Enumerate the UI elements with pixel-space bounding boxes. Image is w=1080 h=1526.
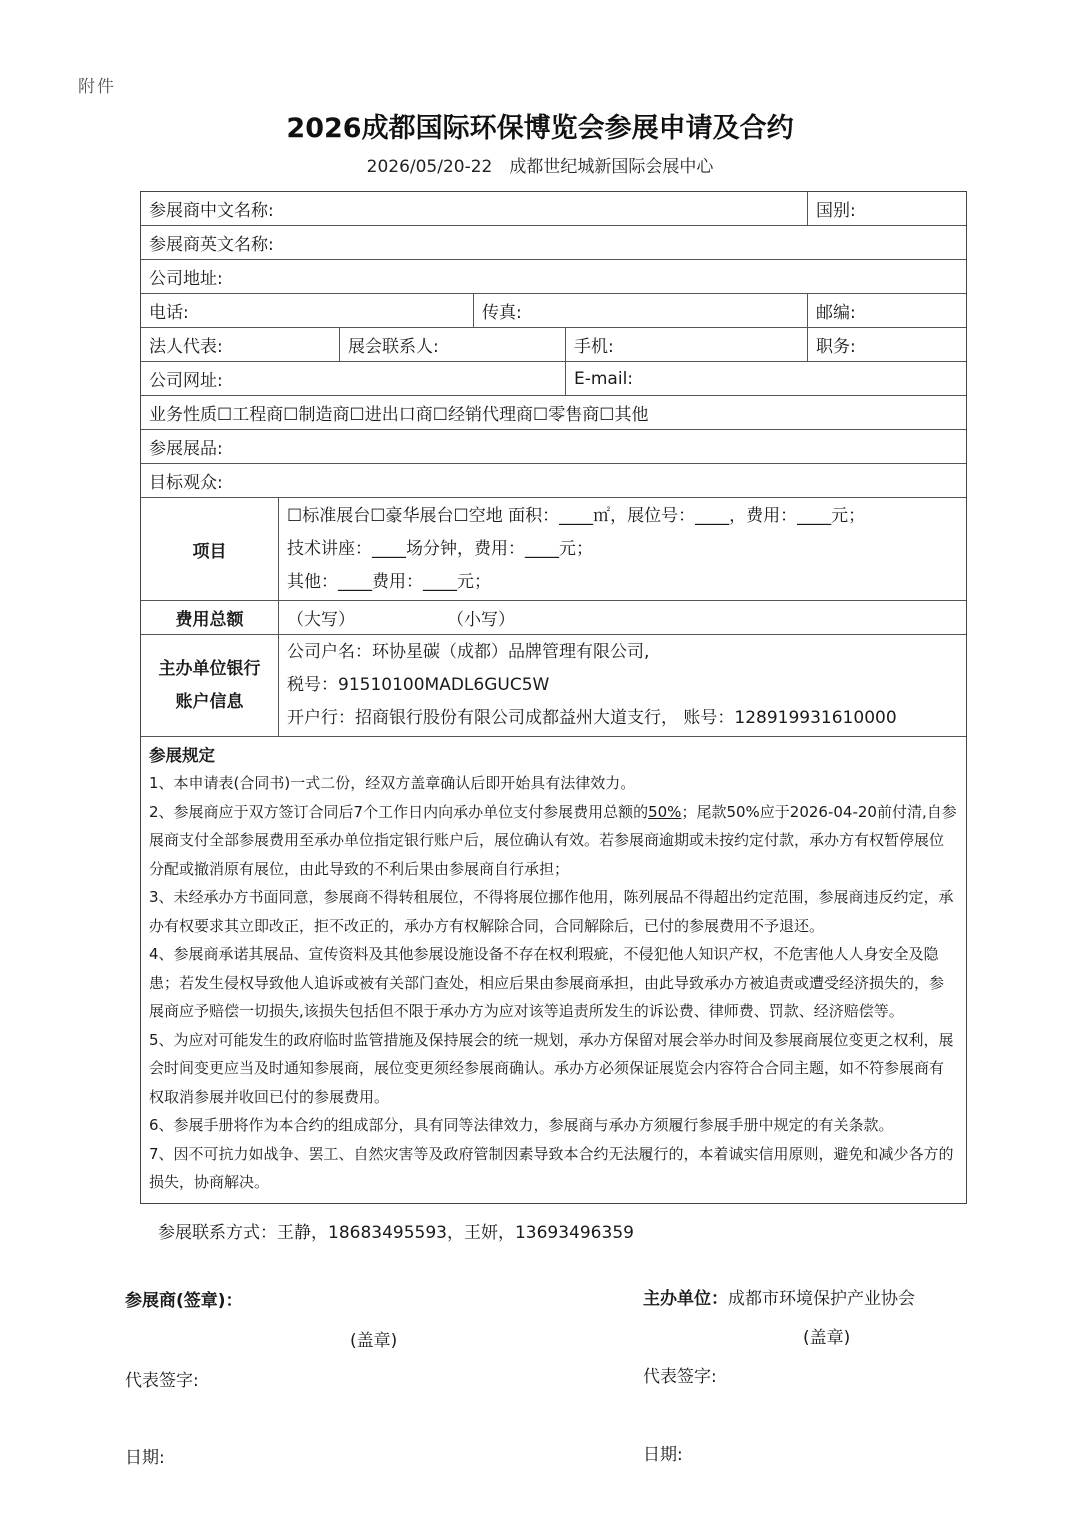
bank-info xyxy=(279,635,966,736)
rule-item: 1、本申请表(合同书)一式二份，经双方盖章确认后即开始具有法律效力。 xyxy=(149,774,636,792)
phone-field[interactable]: 电话: xyxy=(141,294,474,327)
website-field[interactable]: 公司网址: xyxy=(141,362,566,395)
mobile-field[interactable]: 手机: xyxy=(566,328,808,361)
application-form xyxy=(140,191,967,1204)
rule-text: 2、参展商应于双方签订合同后7个工作日内向承办单位支付参展费用总额的 xyxy=(149,802,649,821)
rule-percent: 50% xyxy=(648,802,682,821)
form-row xyxy=(141,294,966,328)
rule-item: 6、参展手册将作为本合约的组成部分，具有同等法律效力，参展商与承办方须履行参展手册中规定的有关条款。 xyxy=(149,1116,894,1134)
contact-info: 参展联系方式：王静，18683495593，王妍，13693496359 xyxy=(158,1223,634,1243)
bank-label-line: 主办单位银行 xyxy=(158,658,261,679)
organizer-label: 主办单位： xyxy=(643,1289,728,1309)
business-type-options[interactable]: 业务性质☐工程商☐制造商☐进出口商☐经销代理商☐零售商☐其他 xyxy=(149,405,649,425)
legal-rep-field[interactable]: 法人代表: xyxy=(141,328,340,361)
bank-info-label xyxy=(141,635,279,736)
form-row xyxy=(141,226,966,260)
page-subtitle: 2026/05/20-22 成都世纪城新国际会展中心 xyxy=(366,157,714,177)
rule-item xyxy=(149,798,958,884)
bank-tax-number: 税号：91510100MADL6GUC5W xyxy=(287,675,550,695)
project-booth-line[interactable]: ☐标准展台☐豪华展台☐空地 面积：____㎡，展位号：____，费用：____元； xyxy=(287,505,866,526)
project-label: 项目 xyxy=(141,498,279,600)
exhibitor-signature-label xyxy=(125,1286,243,1311)
form-row xyxy=(141,498,966,601)
cn-name-field[interactable]: 参展商中文名称: xyxy=(141,192,808,225)
rule-item: 5、为应对可能发生的政府临时监管措施及保持展会的统一规划，承办方保留对展会举办时间及参展商展位变更之权利，展会时间变更应当及时通知参展商，展位变更须经参展商确认。承办方必须保证展览会内容符合合同主题，如不符参展商有权取消参展并收回已付的参展费用。 xyxy=(149,1030,954,1106)
rule-item: 4、参展商承诺其展品、宣传资料及其他参展设施设备不存在权利瑕疵，不侵犯他人知识产权，不危害他人人身安全及隐患；若发生侵权导致他人追诉或被有关部门查处，相应后果由参展商承担，由此导致承办方被追责或遭受经济损失的，参展商应予赔偿一切损失,该损失包括但不限于承办方为应对该等追责所发生的诉讼费、律师费、罚款、经济赔偿等。 xyxy=(149,945,945,1020)
form-row xyxy=(141,328,966,362)
organizer-name: 成都市环境保护产业协会 xyxy=(728,1289,915,1309)
project-other-line[interactable]: 其他：____费用：____元； xyxy=(287,571,491,592)
form-row xyxy=(141,464,966,498)
total-amount-field[interactable] xyxy=(279,601,966,634)
rule-text: ；尾款50%应于2026-04-20前付清,自参展商支付全部参展费用至承办单位指定银行账户后，展位确认有效。若参展商逾期或未按约定付款，承办方有权暂停展位分配或撤消原有展位，由此导致的不利后果由参展商自行承担； xyxy=(149,802,957,878)
form-row xyxy=(141,396,966,430)
bank-account-name: 公司户名：环协星碳（成都）品牌管理有限公司, xyxy=(287,642,650,662)
exhibitor-stamp: (盖章) xyxy=(350,1331,398,1351)
rule-item: 3、未经承办方书面同意，参展商不得转租展位，不得将展位挪作他用，陈列展品不得超出约定范围，参展商违反约定，承办有权要求其立即改正，拒不改正的，承办方有权解除合同，合同解除后，已付的参展费用不予退还。 xyxy=(149,888,954,935)
audience-field[interactable]: 目标观众: xyxy=(149,473,223,493)
total-upper: （大写） xyxy=(287,610,355,630)
form-row xyxy=(141,260,966,294)
form-row xyxy=(141,192,966,226)
organizer-signature-label xyxy=(643,1284,915,1309)
form-row xyxy=(141,362,966,396)
rules-section xyxy=(141,737,966,1203)
contact-person-field[interactable]: 展会联系人: xyxy=(340,328,566,361)
form-row xyxy=(141,601,966,635)
country-field[interactable]: 国别: xyxy=(816,201,856,221)
exhibitor-label: 参展商(签章)： xyxy=(125,1291,243,1311)
organizer-rep-signature[interactable]: 代表签字: xyxy=(643,1367,717,1387)
total-lower: （小写） xyxy=(447,610,515,630)
bank-branch-account: 开户行：招商银行股份有限公司成都益州大道支行， 账号：128919931610000 xyxy=(287,708,897,728)
rule-item: 7、因不可抗力如战争、罢工、自然灾害等及政府管制因素导致本合约无法履行的，本着诚实信用原则，避免和减少各方的损失，协商解决。 xyxy=(149,1144,954,1191)
organizer-date[interactable]: 日期: xyxy=(643,1445,683,1465)
position-field[interactable]: 职务: xyxy=(816,337,856,357)
exhibits-field[interactable]: 参展展品: xyxy=(149,439,223,459)
exhibitor-rep-signature[interactable]: 代表签字: xyxy=(125,1371,199,1391)
project-details[interactable] xyxy=(279,498,966,600)
postcode-field[interactable]: 邮编: xyxy=(816,303,856,323)
total-label: 费用总额 xyxy=(141,601,279,634)
form-row xyxy=(141,430,966,464)
email-field[interactable]: E-mail: xyxy=(574,368,634,389)
attachment-label: 附件 xyxy=(78,77,116,97)
exhibitor-date[interactable]: 日期: xyxy=(125,1448,165,1468)
project-lecture-line[interactable]: 技术讲座：____场分钟，费用：____元； xyxy=(287,538,593,559)
bank-label-line: 账户信息 xyxy=(175,691,244,712)
form-row xyxy=(141,635,966,737)
en-name-field[interactable]: 参展商英文名称: xyxy=(149,235,274,255)
page-title: 2026成都国际环保博览会参展申请及合约 xyxy=(286,113,794,144)
rules-title: 参展规定 xyxy=(149,746,215,765)
address-field[interactable]: 公司地址: xyxy=(149,269,223,289)
fax-field[interactable]: 传真: xyxy=(474,294,808,327)
organizer-stamp: (盖章) xyxy=(803,1328,851,1348)
